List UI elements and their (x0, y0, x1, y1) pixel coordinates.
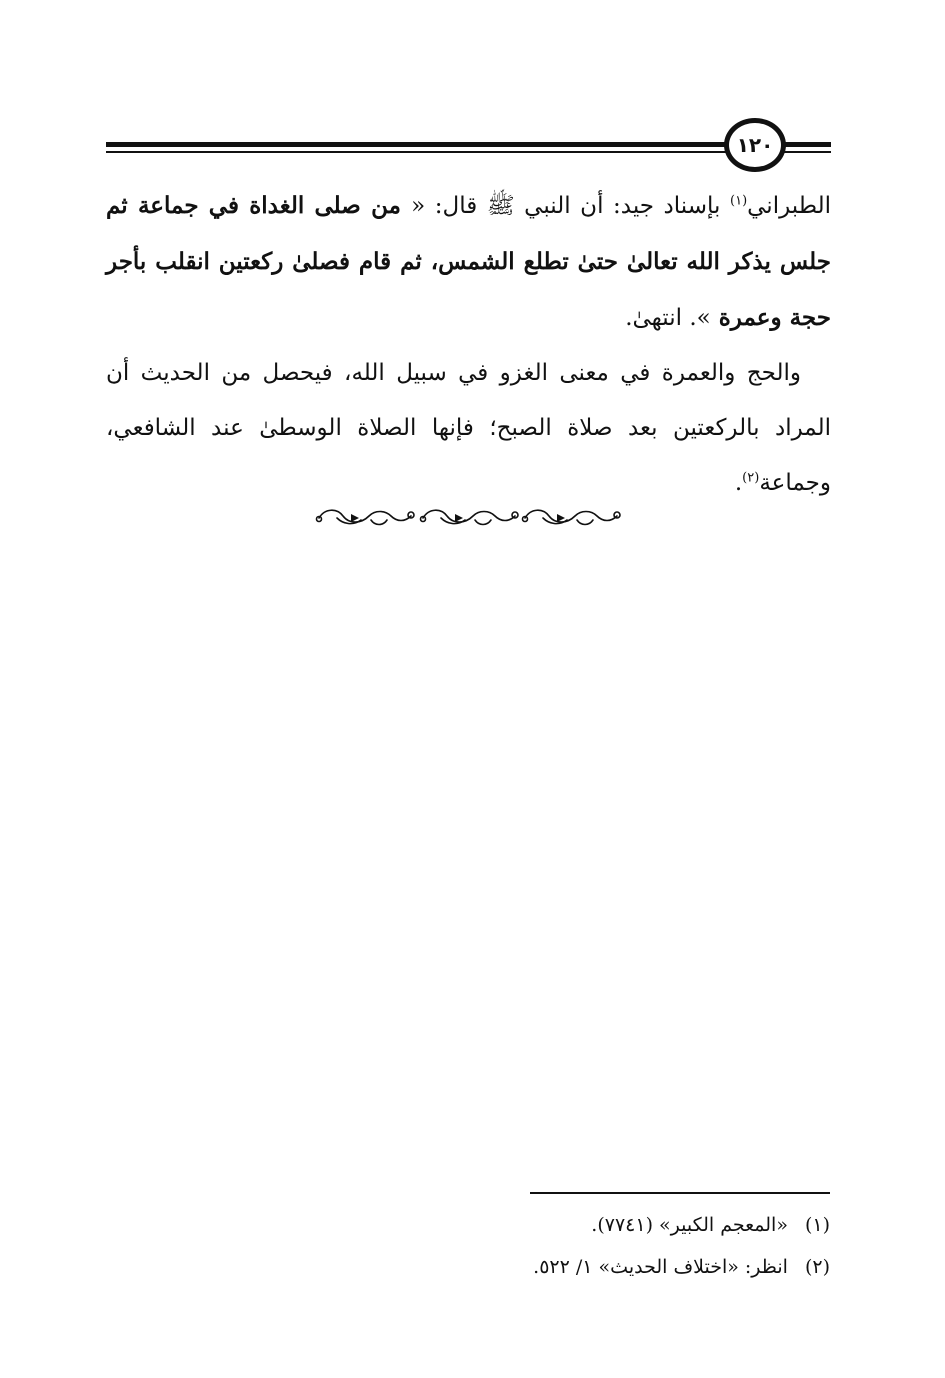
paragraph-1 (106, 178, 831, 346)
hadith-text: من صلى الغداة في جماعة ثم جلس يذكر الله تعالىٰ حتىٰ تطلع الشمس، ثم قام فصلىٰ ركعتين انقلب بأجر حجة وعمرة (106, 192, 831, 331)
page-header (106, 118, 831, 178)
footnote-ref-1: (١) (730, 193, 748, 209)
footnote-1-text: «المعجم الكبير» (٧٧٤١). (591, 1214, 788, 1236)
footnote-2 (430, 1246, 830, 1288)
paragraph-1-intro: بإسناد جيد: أن النبي ﷺ قال: « (411, 193, 730, 219)
ornament-unit-1 (317, 510, 415, 524)
footnote-1-number: (١) (804, 1214, 830, 1236)
ornament-unit-3 (523, 510, 621, 524)
footnote-2-text: انظر: «اختلاف الحديث» ١/ ٥٢٢. (533, 1256, 788, 1278)
main-text (106, 178, 831, 511)
page-number-badge (724, 118, 786, 172)
paragraph-2-end: . (734, 470, 743, 496)
ornament-unit-2 (421, 510, 519, 524)
page-number: ١٢٠ (736, 133, 774, 157)
paragraph-1-lead: الطبراني (747, 193, 831, 219)
footnote-2-number: (٢) (804, 1256, 830, 1278)
paragraph-1-closing: ». انتهىٰ. (625, 305, 711, 331)
paragraph-2 (106, 346, 831, 511)
header-rule-thin (106, 151, 831, 153)
footnotes (430, 1204, 830, 1288)
footnote-1 (430, 1204, 830, 1246)
footnote-separator (530, 1192, 830, 1194)
floral-divider-icon (313, 504, 623, 532)
footnote-ref-2: (٢) (742, 470, 760, 486)
header-rule-thick (106, 142, 831, 147)
paragraph-2-text: والحج والعمرة في معنى الغزو في سبيل الله، فيحصل من الحديث أن المراد بالركعتين بعد صلاة الصبح؛ فإنها الصلاة الوسطىٰ عند الشافعي، وجماعة (106, 360, 831, 496)
